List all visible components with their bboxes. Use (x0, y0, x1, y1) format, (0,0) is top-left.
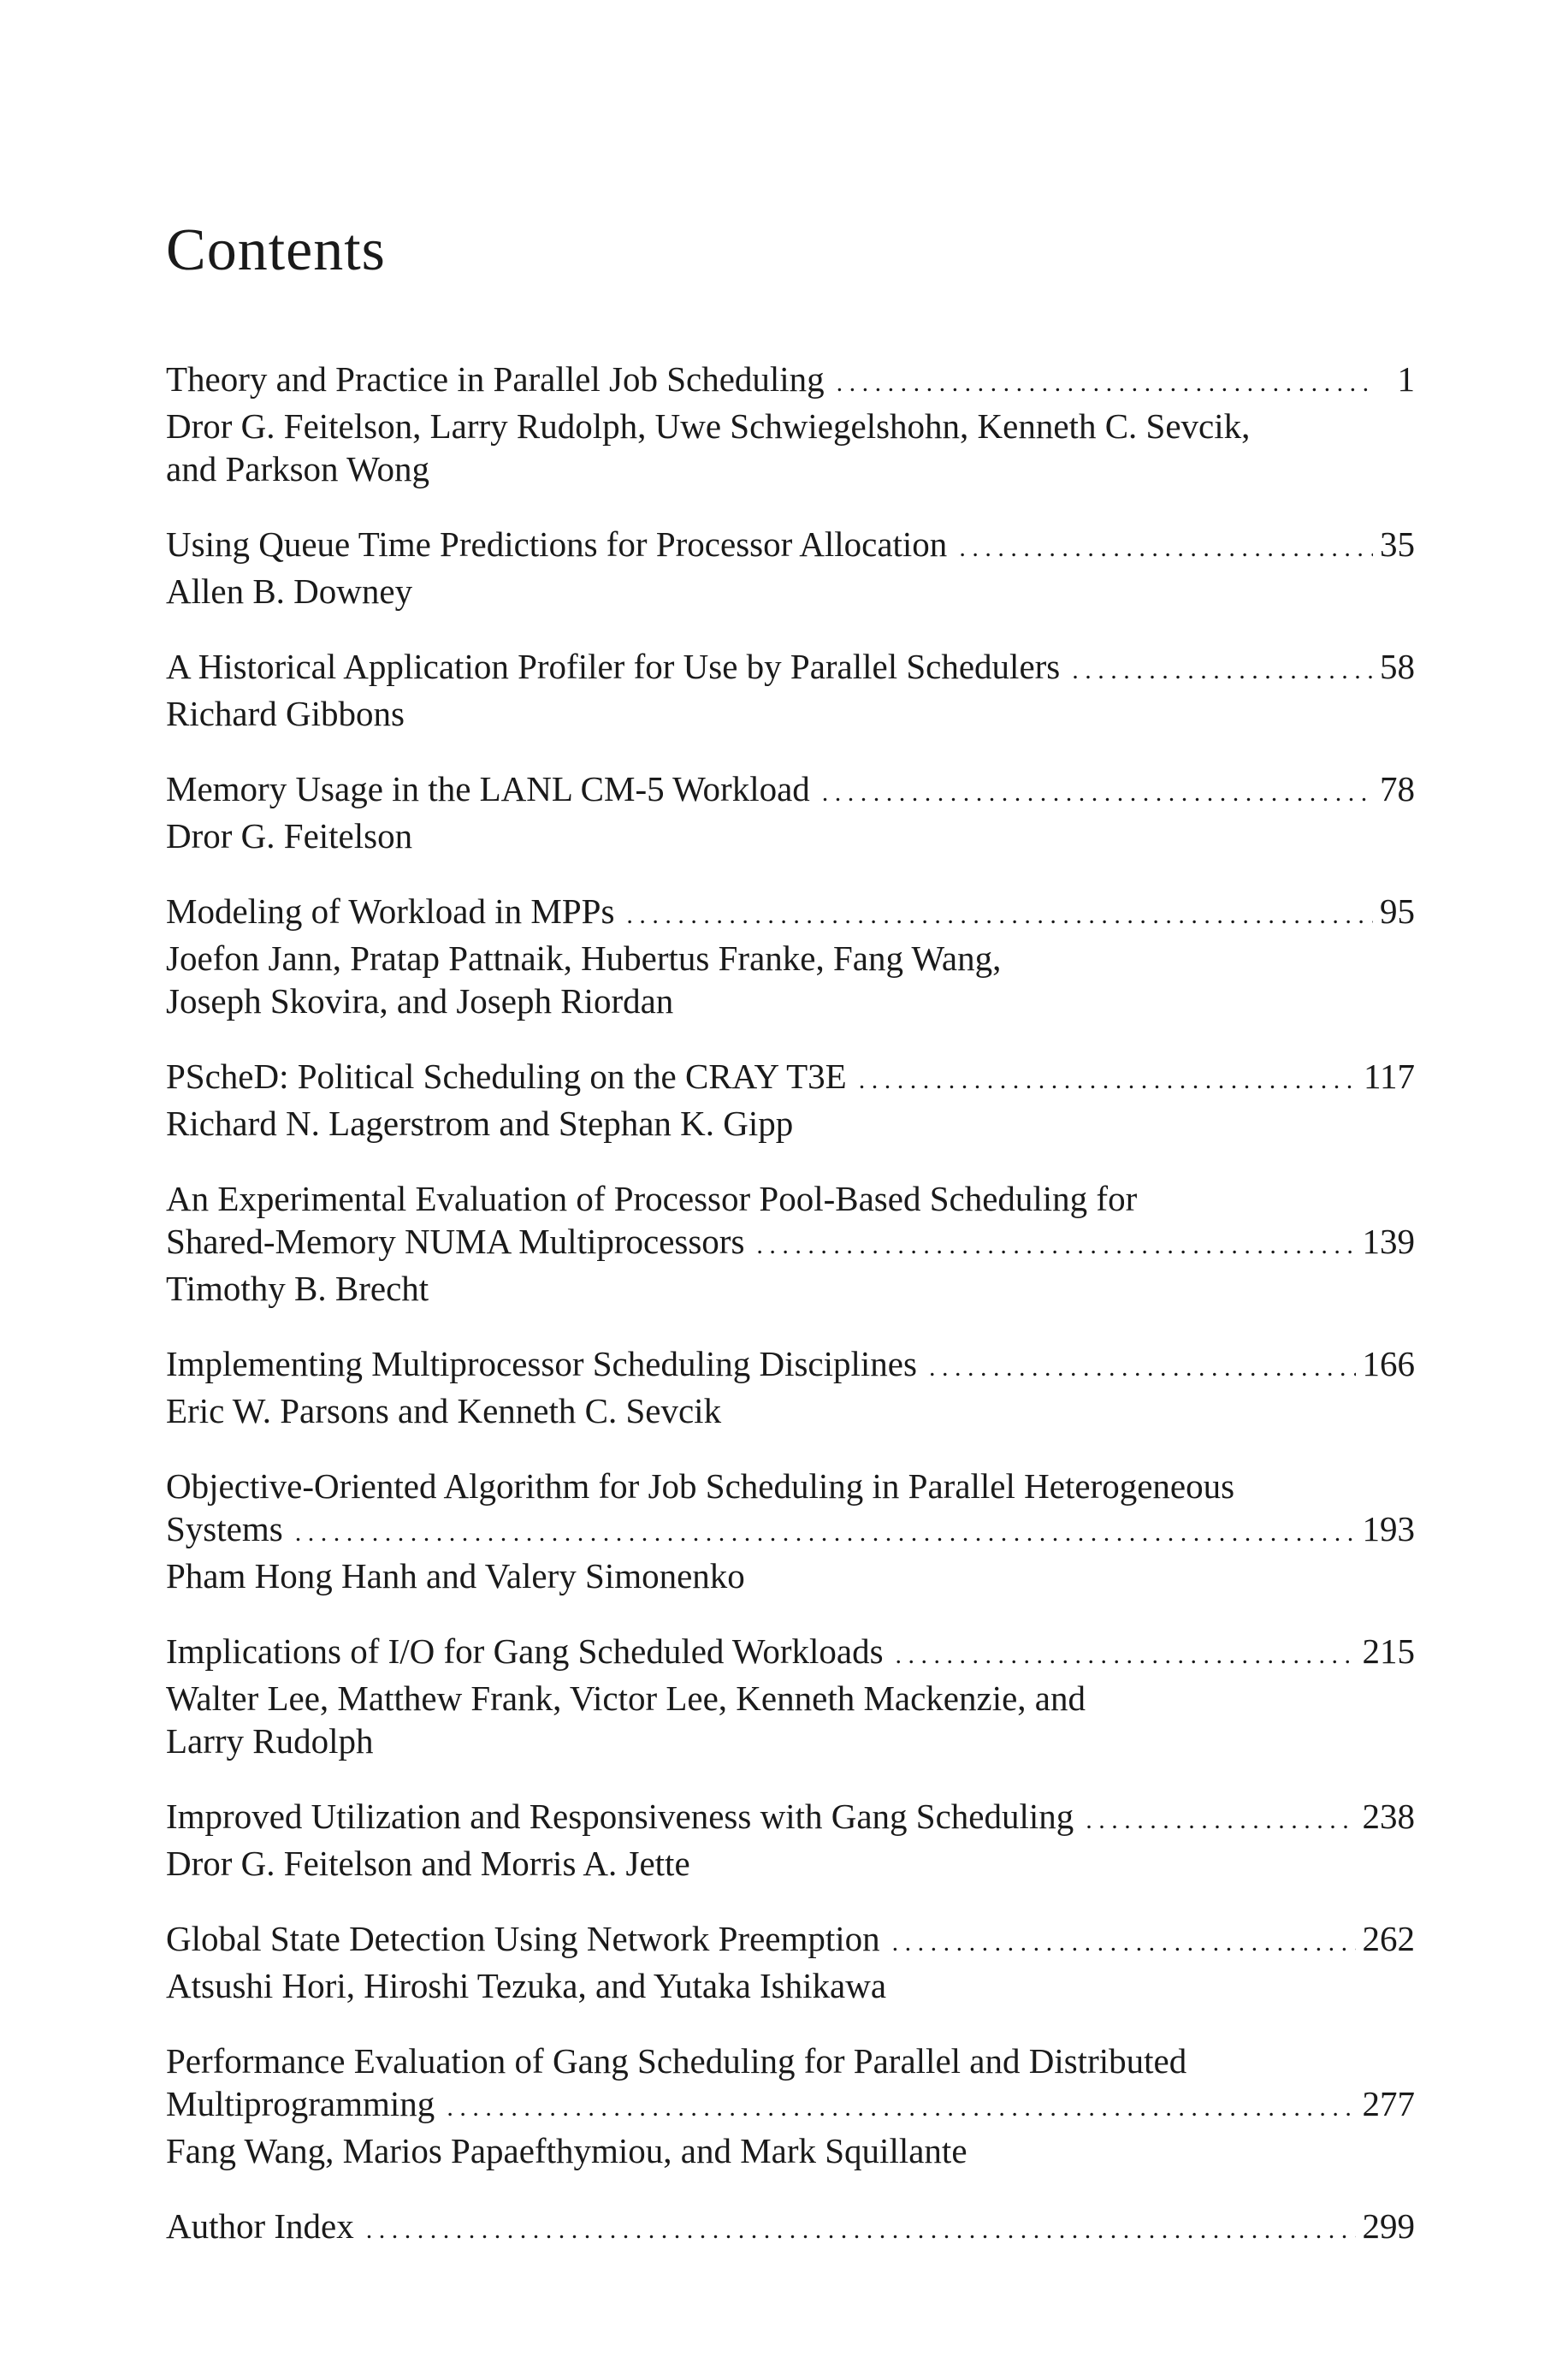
entry-title: Author Index (166, 2206, 354, 2246)
entry-title: Shared-Memory NUMA Multiprocessors (166, 1222, 745, 1261)
dot-leader (929, 1347, 1356, 1389)
entry-title-row (166, 1917, 1415, 1964)
entry-authors: Allen B. Downey (166, 571, 413, 611)
entry-title: Theory and Practice in Parallel Job Scheduling (166, 359, 825, 399)
entry-page-number: 277 (1362, 2084, 1415, 2123)
toc-entry[interactable] (166, 2040, 1415, 2172)
toc-entry[interactable] (166, 1795, 1415, 1885)
entry-title-row (166, 767, 1415, 814)
entry-authors: Richard N. Lagerstrom and Stephan K. Gipp (166, 1104, 794, 1143)
entry-title-row (166, 523, 1415, 570)
dot-leader (626, 894, 1373, 937)
dot-leader (859, 1059, 1357, 1102)
entry-authors: Walter Lee, Matthew Frank, Victor Lee, Kenneth Mackenzie, and (166, 1678, 1086, 1718)
toc-entry[interactable] (166, 1342, 1415, 1432)
entry-title-row (166, 1055, 1415, 1102)
entry-title: Multiprogramming (166, 2084, 435, 2123)
toc-entry[interactable] (166, 1630, 1415, 1762)
entry-page-number: 299 (1362, 2206, 1415, 2246)
entry-authors: Timothy B. Brecht (166, 1269, 429, 1308)
dot-leader (959, 527, 1373, 570)
entry-authors: Richard Gibbons (166, 694, 405, 733)
toc-entry[interactable] (166, 1465, 1415, 1597)
entry-title: Improved Utilization and Responsiveness with Gang Scheduling (166, 1797, 1074, 1836)
toc-entry[interactable] (166, 1055, 1415, 1145)
entry-authors: Dror G. Feitelson (166, 816, 413, 855)
entry-title: Using Queue Time Predictions for Processor Allocation (166, 524, 948, 564)
toc-entry[interactable] (166, 358, 1415, 490)
entry-title-row (166, 645, 1415, 692)
entry-title: Memory Usage in the LANL CM-5 Workload (166, 769, 810, 808)
entry-authors: Fang Wang, Marios Papaefthymiou, and Mark Squillante (166, 2131, 967, 2170)
toc-entry[interactable] (166, 767, 1415, 857)
entry-page-number: 262 (1362, 1919, 1415, 1958)
dot-leader (756, 1224, 1355, 1267)
entry-title-row (166, 890, 1415, 937)
entry-title-row (166, 1795, 1415, 1842)
entry-page-number: 95 (1380, 891, 1415, 931)
entry-authors: Atsushi Hori, Hiroshi Tezuka, and Yutaka Ishikawa (166, 1966, 887, 2005)
toc-entry[interactable] (166, 1917, 1415, 2007)
entry-title-row (166, 2082, 1415, 2129)
entry-title-line: Objective-Oriented Algorithm for Job Scheduling in Parallel Heterogeneous (166, 1466, 1235, 1506)
toc-entry[interactable] (166, 890, 1415, 1022)
dot-leader (295, 1512, 1356, 1554)
entry-title-line: Performance Evaluation of Gang Scheduling for Parallel and Distributed (166, 2041, 1187, 2081)
dot-leader (447, 2087, 1355, 2129)
dot-leader (822, 772, 1373, 814)
dot-leader (896, 1634, 1356, 1677)
entry-page-number: 193 (1362, 1509, 1415, 1548)
entry-title: PScheD: Political Scheduling on the CRAY T3E (166, 1057, 847, 1096)
table-of-contents (166, 358, 1415, 2284)
entry-title-row (166, 358, 1415, 405)
entry-title-row (166, 1220, 1415, 1267)
entry-title: Modeling of Workload in MPPs (166, 891, 615, 931)
contents-page (166, 0, 1415, 2374)
entry-authors: Dror G. Feitelson and Morris A. Jette (166, 1844, 690, 1883)
dot-leader (837, 362, 1374, 405)
entry-page-number: 238 (1362, 1797, 1415, 1836)
entry-page-number: 117 (1364, 1057, 1415, 1096)
entry-page-number: 215 (1362, 1631, 1415, 1671)
entry-title: Implementing Multiprocessor Scheduling Disciplines (166, 1344, 917, 1383)
entry-authors: Dror G. Feitelson, Larry Rudolph, Uwe Schwiegelshohn, Kenneth C. Sevcik, (166, 406, 1251, 446)
entry-page-number: 78 (1380, 769, 1415, 808)
entry-page-number: 35 (1380, 524, 1415, 564)
entry-title: Systems (166, 1509, 283, 1548)
entry-page-number: 1 (1397, 359, 1415, 399)
dot-leader (1072, 649, 1373, 692)
entry-page-number: 139 (1362, 1222, 1415, 1261)
entry-authors: Joseph Skovira, and Joseph Riordan (166, 981, 674, 1021)
entry-page-number: 58 (1380, 647, 1415, 686)
toc-entry[interactable] (166, 523, 1415, 613)
entry-authors: Eric W. Parsons and Kenneth C. Sevcik (166, 1391, 722, 1430)
entry-title: Global State Detection Using Network Preemption (166, 1919, 880, 1958)
entry-authors: and Parkson Wong (166, 449, 429, 488)
entry-title-row (166, 2205, 1415, 2252)
entry-authors: Joefon Jann, Pratap Pattnaik, Hubertus Franke, Fang Wang, (166, 938, 1002, 978)
entry-title-row (166, 1630, 1415, 1677)
entry-page-number: 166 (1362, 1344, 1415, 1383)
entry-title-line: An Experimental Evaluation of Processor Pool-Based Scheduling for (166, 1179, 1138, 1218)
entry-authors: Pham Hong Hanh and Valery Simonenko (166, 1556, 745, 1595)
toc-entry[interactable] (166, 1177, 1415, 1310)
entry-title: Implications of I/O for Gang Scheduled Workloads (166, 1631, 884, 1671)
entry-title-row (166, 1507, 1415, 1554)
dot-leader (892, 1921, 1356, 1964)
toc-entry[interactable] (166, 645, 1415, 735)
page-title: Contents (166, 217, 386, 283)
entry-title: A Historical Application Profiler for Use by Parallel Schedulers (166, 647, 1061, 686)
dot-leader (366, 2209, 1356, 2252)
dot-leader (1086, 1799, 1355, 1842)
entry-title-row (166, 1342, 1415, 1389)
toc-entry[interactable] (166, 2205, 1415, 2252)
entry-authors: Larry Rudolph (166, 1721, 374, 1761)
